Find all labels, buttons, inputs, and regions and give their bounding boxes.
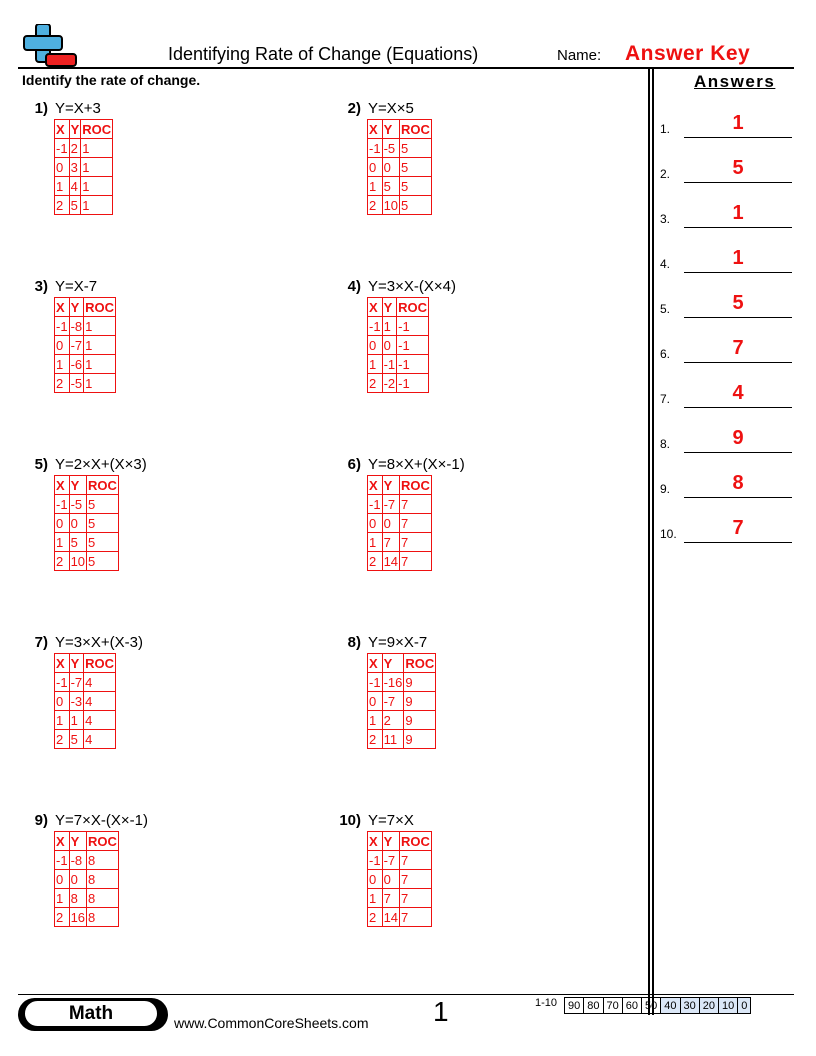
xy-table-cell: 1 [368, 355, 383, 374]
xy-table-header-cell: X [55, 120, 70, 139]
answer-value[interactable]: 7 [732, 517, 744, 539]
xy-table-cell: 2 [368, 908, 383, 927]
xy-table-header-cell: X [368, 120, 383, 139]
xy-table-cell: 4 [84, 711, 116, 730]
xy-table-row [55, 889, 119, 908]
xy-table-header-cell: X [368, 298, 383, 317]
xy-table-cell: 2 [368, 730, 383, 749]
xy-table-cell: 1 [55, 533, 70, 552]
xy-table-cell: 2 [55, 374, 70, 393]
score-range-label: 1-10 [535, 997, 558, 1009]
xy-table-cell: -1 [369, 318, 381, 334]
answer-line [684, 542, 792, 543]
xy-table-row [368, 317, 429, 336]
xy-table-row [55, 851, 119, 870]
xy-table [367, 119, 432, 215]
xy-table-row [368, 355, 429, 374]
xy-table-cell: 16 [70, 909, 86, 925]
xy-table-cell: 2 [368, 552, 383, 571]
xy-table-cell: 8 [87, 889, 119, 908]
xy-table-header-cell: ROC [85, 299, 115, 315]
xy-table-cell: 7 [400, 851, 432, 870]
xy-table-cell: 0 [55, 692, 70, 711]
xy-table [367, 297, 429, 393]
answer-value[interactable]: 1 [732, 202, 744, 224]
xy-table-cell: 5 [69, 196, 81, 215]
xy-table-cell: 0 [368, 158, 383, 177]
score-table [564, 997, 751, 1014]
xy-table-cell: 1 [368, 889, 383, 908]
xy-table-cell: 5 [87, 533, 119, 552]
answer-number: 7. [660, 392, 671, 406]
xy-table-cell: 2 [55, 730, 70, 749]
xy-table-cell: -1 [56, 140, 68, 156]
xy-table-cell: 2 [55, 908, 70, 927]
xy-table-cell: -1 [369, 674, 381, 690]
xy-table-cell: -1 [397, 317, 429, 336]
xy-table-cell: -2 [383, 375, 396, 391]
xy-table-header [368, 654, 436, 673]
xy-table-cell: -3 [70, 693, 83, 709]
score-cell: 70 [603, 998, 622, 1014]
xy-table-cell: -1 [56, 852, 68, 868]
xy-table-header [55, 654, 116, 673]
xy-table-row [55, 177, 113, 196]
xy-table-cell: -1 [397, 355, 429, 374]
xy-table-cell: 0 [368, 692, 383, 711]
answer-line [684, 137, 792, 138]
xy-table-cell: 5 [87, 552, 119, 571]
xy-table-cell: 8 [87, 851, 119, 870]
problem-number: 3) [34, 278, 48, 295]
answer-value[interactable]: 9 [732, 427, 744, 449]
xy-table-header-cell: ROC [82, 121, 112, 137]
xy-table-header [55, 476, 119, 495]
xy-table-cell: 2 [55, 196, 70, 215]
xy-table-header-cell: Y [69, 476, 86, 495]
xy-table-cell: 7 [400, 533, 432, 552]
header-divider [18, 67, 794, 69]
xy-table [367, 653, 436, 749]
xy-table-cell: 1 [81, 177, 113, 196]
xy-table-header-cell: Y [69, 654, 84, 673]
problem-equation: Y=2×X+(X×3) [55, 456, 147, 473]
answer-row [660, 204, 792, 228]
xy-table-cell: 0 [55, 514, 70, 533]
xy-table-row [55, 514, 119, 533]
xy-table-cell: 11 [382, 730, 404, 749]
xy-table-cell: -7 [70, 337, 83, 353]
xy-table-cell: 9 [404, 711, 436, 730]
xy-table-header [55, 832, 119, 851]
xy-table-row [368, 673, 436, 692]
xy-table-cell: 1 [81, 158, 113, 177]
xy-table-row [55, 139, 113, 158]
xy-table [367, 475, 432, 571]
xy-table-cell: 1 [368, 533, 383, 552]
xy-table-row [368, 851, 432, 870]
xy-table-row [368, 730, 436, 749]
xy-table [54, 119, 113, 215]
xy-table-row [368, 336, 429, 355]
answer-row [660, 249, 792, 273]
xy-table-row [368, 196, 432, 215]
xy-table-row [368, 495, 432, 514]
score-cell: 20 [699, 998, 718, 1014]
xy-table-row [368, 889, 432, 908]
answer-value[interactable]: 1 [732, 112, 744, 134]
answer-row [660, 519, 792, 543]
xy-table-cell: 0 [382, 514, 399, 533]
xy-table-row [368, 158, 432, 177]
xy-table-cell: 4 [84, 673, 116, 692]
xy-table-row [55, 730, 116, 749]
xy-table-cell: 4 [84, 692, 116, 711]
xy-table-header [55, 120, 113, 139]
xy-table-row [55, 908, 119, 927]
xy-table-header-cell: ROC [405, 655, 435, 671]
xy-table-cell: 1 [55, 711, 70, 730]
xy-table-cell: -1 [383, 356, 396, 372]
xy-table-cell: 0 [382, 870, 399, 889]
xy-table-row [55, 196, 113, 215]
xy-table-cell: 5 [400, 139, 432, 158]
answer-row [660, 159, 792, 183]
xy-table-header-cell: Y [382, 832, 399, 851]
xy-table [54, 297, 116, 393]
xy-table-header-cell: ROC [85, 655, 115, 671]
problem-number: 10) [339, 812, 361, 829]
score-cell: 60 [622, 998, 641, 1014]
xy-table-cell: 7 [400, 514, 432, 533]
xy-table-cell: 5 [400, 158, 432, 177]
xy-table-cell: -7 [382, 495, 399, 514]
problem-number: 4) [347, 278, 361, 295]
xy-table-header-cell: X [55, 832, 70, 851]
xy-table-cell: 1 [368, 711, 383, 730]
xy-table-cell: 3 [69, 158, 81, 177]
xy-table-cell: 2 [368, 196, 383, 215]
xy-table-header [368, 476, 432, 495]
score-cell: 10 [719, 998, 738, 1014]
answer-row [660, 339, 792, 363]
xy-table-row [55, 355, 116, 374]
xy-table-cell: 10 [383, 197, 399, 213]
score-cell: 90 [565, 998, 584, 1014]
xy-table-cell: 1 [69, 711, 84, 730]
xy-table-cell: -8 [70, 318, 83, 334]
problem-number: 9) [34, 812, 48, 829]
xy-table-cell: -7 [382, 692, 404, 711]
problem-number: 5) [34, 456, 48, 473]
xy-table-header-cell: ROC [88, 477, 117, 493]
answer-number: 2. [660, 167, 671, 181]
xy-table-header-cell: ROC [401, 121, 430, 137]
xy-table-cell: 9 [404, 730, 436, 749]
score-cell: 30 [680, 998, 699, 1014]
xy-table [367, 831, 432, 927]
xy-table-cell: 1 [55, 889, 70, 908]
xy-table-cell: 1 [84, 336, 116, 355]
xy-table-row [368, 870, 432, 889]
xy-table-cell: 0 [55, 336, 70, 355]
xy-table-cell: 10 [70, 553, 86, 569]
xy-table-cell: 5 [87, 514, 119, 533]
xy-table [54, 475, 119, 571]
xy-table-row [368, 514, 432, 533]
xy-table-row [55, 158, 113, 177]
xy-table-cell: 1 [55, 355, 70, 374]
xy-table-cell: 5 [87, 495, 119, 514]
xy-table-cell: 7 [400, 908, 432, 927]
website-link[interactable]: www.CommonCoreSheets.com [174, 1015, 369, 1031]
xy-table-row [368, 692, 436, 711]
answer-row [660, 474, 792, 498]
answer-row [660, 294, 792, 318]
problem-number: 7) [34, 634, 48, 651]
xy-table-cell: 9 [404, 673, 436, 692]
xy-table-cell: 2 [382, 711, 404, 730]
xy-table-cell: -6 [70, 356, 83, 372]
xy-table-row [55, 495, 119, 514]
xy-table-cell: 2 [368, 374, 383, 393]
xy-table-cell: -16 [383, 674, 403, 690]
xy-table-header-cell: Y [69, 832, 86, 851]
xy-table-header-cell: Y [382, 298, 397, 317]
xy-table-cell: 1 [368, 177, 383, 196]
answer-line [684, 182, 792, 183]
xy-table-cell: 4 [69, 177, 81, 196]
xy-table-cell: 0 [368, 514, 383, 533]
xy-table-header-cell: X [368, 476, 383, 495]
answers-divider-left [648, 69, 650, 1015]
answer-line [684, 272, 792, 273]
subject-pill: Math [22, 998, 160, 1029]
xy-table-cell: 0 [382, 158, 399, 177]
footer-divider [18, 994, 794, 995]
answer-value[interactable]: 4 [732, 382, 744, 404]
score-cell: 0 [738, 998, 751, 1014]
xy-table-cell: -7 [382, 851, 399, 870]
answer-number: 3. [660, 212, 671, 226]
xy-table-cell: 1 [55, 177, 70, 196]
xy-table-row [55, 317, 116, 336]
xy-table-cell: -5 [382, 139, 399, 158]
xy-table-cell: 7 [382, 533, 399, 552]
xy-table-header-cell: Y [382, 476, 399, 495]
xy-table-cell: -1 [56, 496, 68, 512]
answer-number: 10. [660, 527, 677, 541]
xy-table-row [55, 711, 116, 730]
problem-equation: Y=7×X-(X×-1) [55, 812, 148, 829]
problem-number: 2) [347, 100, 361, 117]
xy-table-header-cell: X [55, 298, 70, 317]
problem-equation: Y=X+3 [55, 100, 101, 117]
xy-table-header-cell: ROC [398, 299, 428, 315]
xy-table-cell: 0 [382, 336, 397, 355]
answer-line [684, 362, 792, 363]
xy-table-cell: 1 [81, 139, 113, 158]
xy-table [54, 831, 119, 927]
answer-number: 8. [660, 437, 671, 451]
xy-table-row [368, 374, 429, 393]
xy-table-cell: -5 [70, 375, 83, 391]
xy-table-cell: 4 [84, 730, 116, 749]
answer-line [684, 452, 792, 453]
answers-title: Answers [694, 72, 776, 91]
answer-line [684, 227, 792, 228]
xy-table-cell: 0 [69, 514, 86, 533]
xy-table-cell: 7 [400, 870, 432, 889]
xy-table-header-cell: X [55, 654, 70, 673]
answer-number: 9. [660, 482, 671, 496]
problem-equation: Y=9×X-7 [368, 634, 428, 651]
xy-table-header-cell: X [55, 476, 70, 495]
page-number: 1 [433, 996, 449, 1027]
xy-table-cell: -1 [369, 852, 381, 868]
xy-table-header [368, 120, 432, 139]
xy-table-cell: 0 [55, 870, 70, 889]
answer-line [684, 407, 792, 408]
xy-table-cell: 1 [81, 196, 113, 215]
xy-table-cell: 0 [55, 158, 70, 177]
score-cell: 80 [584, 998, 603, 1014]
xy-table-cell: 5 [69, 730, 84, 749]
answer-value[interactable]: 1 [732, 247, 744, 269]
xy-table-cell: 14 [383, 909, 399, 925]
answer-line [684, 317, 792, 318]
problem-equation: Y=X×5 [368, 100, 414, 117]
problem-number: 6) [347, 456, 361, 473]
answer-value[interactable]: 5 [732, 292, 744, 314]
xy-table-cell: 0 [368, 336, 383, 355]
xy-table-cell: -1 [369, 140, 381, 156]
answer-number: 4. [660, 257, 671, 271]
xy-table-cell: -1 [56, 318, 68, 334]
answer-row [660, 429, 792, 453]
answer-value[interactable]: 7 [732, 337, 744, 359]
xy-table-row [55, 533, 119, 552]
xy-table-cell: -5 [69, 495, 86, 514]
xy-table-header-cell: Y [70, 121, 80, 137]
xy-table-row [368, 139, 432, 158]
xy-table-header-cell: Y [382, 120, 399, 139]
xy-table-header-cell: X [368, 832, 383, 851]
xy-table-cell: -8 [69, 851, 86, 870]
xy-table-cell: -7 [70, 674, 83, 690]
answer-value[interactable]: 5 [732, 157, 744, 179]
xy-table-cell: -1 [397, 374, 429, 393]
xy-table-cell: 7 [382, 889, 399, 908]
score-cell: 50 [642, 998, 661, 1014]
xy-table-cell: 9 [404, 692, 436, 711]
xy-table-cell: 7 [400, 552, 432, 571]
xy-table-row [55, 870, 119, 889]
xy-table-header [55, 298, 116, 317]
instructions: Identify the rate of change. [22, 72, 201, 88]
problem-equation: Y=3×X+(X-3) [55, 634, 143, 651]
xy-table-header-cell: ROC [401, 833, 430, 849]
xy-table-cell: 5 [382, 177, 399, 196]
answer-number: 5. [660, 302, 671, 316]
problem-equation: Y=3×X-(X×4) [368, 278, 456, 295]
xy-table-cell: 1 [84, 374, 116, 393]
answer-row [660, 384, 792, 408]
problem-equation: Y=7×X [368, 812, 414, 829]
xy-table-cell: 8 [87, 908, 119, 927]
xy-table-cell: 5 [400, 196, 432, 215]
xy-table-cell: 8 [87, 870, 119, 889]
xy-table-row [368, 552, 432, 571]
xy-table-cell: -1 [56, 674, 68, 690]
xy-table-cell: 1 [84, 355, 116, 374]
xy-table-row [55, 374, 116, 393]
answer-number: 6. [660, 347, 671, 361]
xy-table-cell: 2 [69, 139, 81, 158]
answer-line [684, 497, 792, 498]
xy-table-row [55, 673, 116, 692]
xy-table-cell: -1 [397, 336, 429, 355]
xy-table-cell: 7 [400, 889, 432, 908]
plus-minus-logo-icon [22, 24, 78, 68]
problem-number: 8) [347, 634, 361, 651]
xy-table-cell: 5 [400, 177, 432, 196]
name-label: Name: [557, 47, 602, 64]
answers-divider-right [652, 69, 654, 1015]
xy-table-cell: 5 [69, 533, 86, 552]
xy-table-header-cell: ROC [401, 477, 430, 493]
xy-table-header-cell: Y [382, 654, 404, 673]
score-cell: 40 [661, 998, 680, 1014]
xy-table-cell: 8 [69, 889, 86, 908]
xy-table-cell: 2 [55, 552, 70, 571]
worksheet-title: Identifying Rate of Change (Equations) [168, 44, 479, 64]
xy-table-cell: -1 [369, 496, 381, 512]
xy-table-cell: 0 [368, 870, 383, 889]
xy-table-row [55, 552, 119, 571]
xy-table-header-cell: X [368, 654, 383, 673]
xy-table-row [55, 336, 116, 355]
xy-table-row [368, 908, 432, 927]
problem-equation: Y=8×X+(X×-1) [368, 456, 465, 473]
xy-table-cell: 0 [69, 870, 86, 889]
answer-key-label: Answer Key [625, 42, 751, 65]
xy-table-cell: 7 [400, 495, 432, 514]
problem-number: 1) [34, 100, 48, 117]
xy-table-header [368, 298, 429, 317]
problem-equation: Y=X-7 [55, 278, 98, 295]
xy-table-row [368, 711, 436, 730]
xy-table-cell: 14 [383, 553, 399, 569]
xy-table-header [368, 832, 432, 851]
xy-table-row [368, 533, 432, 552]
xy-table-cell: 1 [84, 317, 116, 336]
answer-number: 1. [660, 122, 671, 136]
xy-table [54, 653, 116, 749]
xy-table-cell: 1 [382, 317, 397, 336]
answer-value[interactable]: 8 [732, 472, 744, 494]
xy-table-row [55, 692, 116, 711]
xy-table-header-cell: Y [69, 298, 84, 317]
xy-table-row [368, 177, 432, 196]
xy-table-header-cell: ROC [88, 833, 117, 849]
answer-row [660, 114, 792, 138]
